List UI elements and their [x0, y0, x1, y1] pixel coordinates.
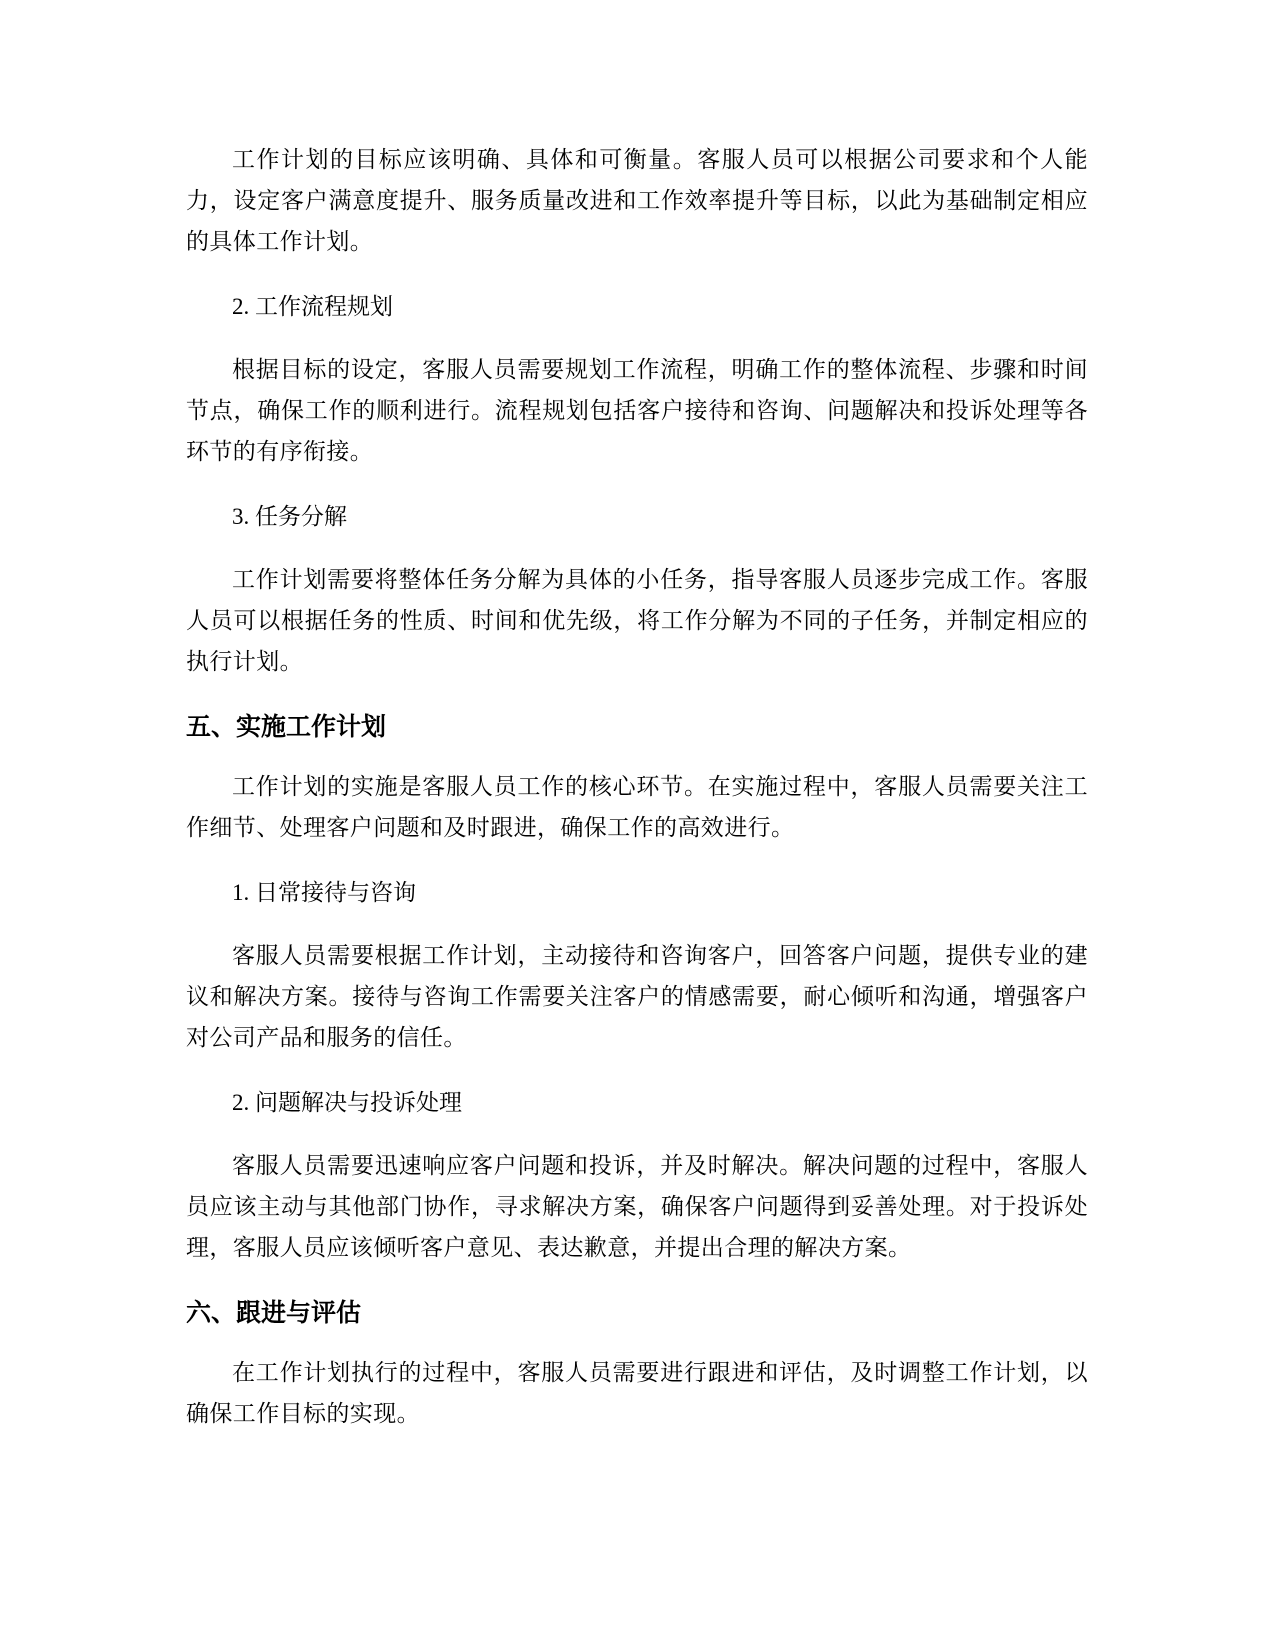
paragraph-problem-solving: 客服人员需要迅速响应客户问题和投诉，并及时解决。解决问题的过程中，客服人员应该主动与其他部门协作，寻求解决方案，确保客户问题得到妥善处理。对于投诉处理，客服人员应该倾听客户意见、表达歉意，并提出合理的解决方案。: [186, 1153, 1088, 1261]
section-heading-follow-up: 六、跟进与评估: [186, 1298, 362, 1327]
section-heading-implement-plan: 五、实施工作计划: [186, 712, 387, 741]
paragraph-goal-setting: 工作计划的目标应该明确、具体和可衡量。客服人员可以根据公司要求和个人能力，设定客户满意度提升、服务质量改进和工作效率提升等目标，以此为基础制定相应的具体工作计划。: [186, 147, 1088, 255]
subheading-task-breakdown: 3. 任务分解: [232, 504, 347, 529]
subheading-workflow-planning: 2. 工作流程规划: [232, 294, 393, 319]
subheading-problem-solving: 2. 问题解决与投诉处理: [232, 1090, 462, 1115]
paragraph-follow-up: 在工作计划执行的过程中，客服人员需要进行跟进和评估，及时调整工作计划，以确保工作目标的实现。: [186, 1360, 1088, 1427]
paragraph-task-breakdown: 工作计划需要将整体任务分解为具体的小任务，指导客服人员逐步完成工作。客服人员可以根据任务的性质、时间和优先级，将工作分解为不同的子任务，并制定相应的执行计划。: [186, 567, 1088, 675]
subheading-daily-reception: 1. 日常接待与咨询: [232, 880, 416, 905]
paragraph-workflow-planning: 根据目标的设定，客服人员需要规划工作流程，明确工作的整体流程、步骤和时间节点，确保工作的顺利进行。流程规划包括客户接待和咨询、问题解决和投诉处理等各环节的有序衔接。: [186, 357, 1088, 465]
document-body: [186, 140, 1088, 1435]
paragraph-implementation: 工作计划的实施是客服人员工作的核心环节。在实施过程中，客服人员需要关注工作细节、处理客户问题和及时跟进，确保工作的高效进行。: [186, 774, 1088, 841]
paragraph-daily-reception: 客服人员需要根据工作计划，主动接待和咨询客户，回答客户问题，提供专业的建议和解决方案。接待与咨询工作需要关注客户的情感需要，耐心倾听和沟通，增强客户对公司产品和服务的信任。: [186, 943, 1088, 1051]
